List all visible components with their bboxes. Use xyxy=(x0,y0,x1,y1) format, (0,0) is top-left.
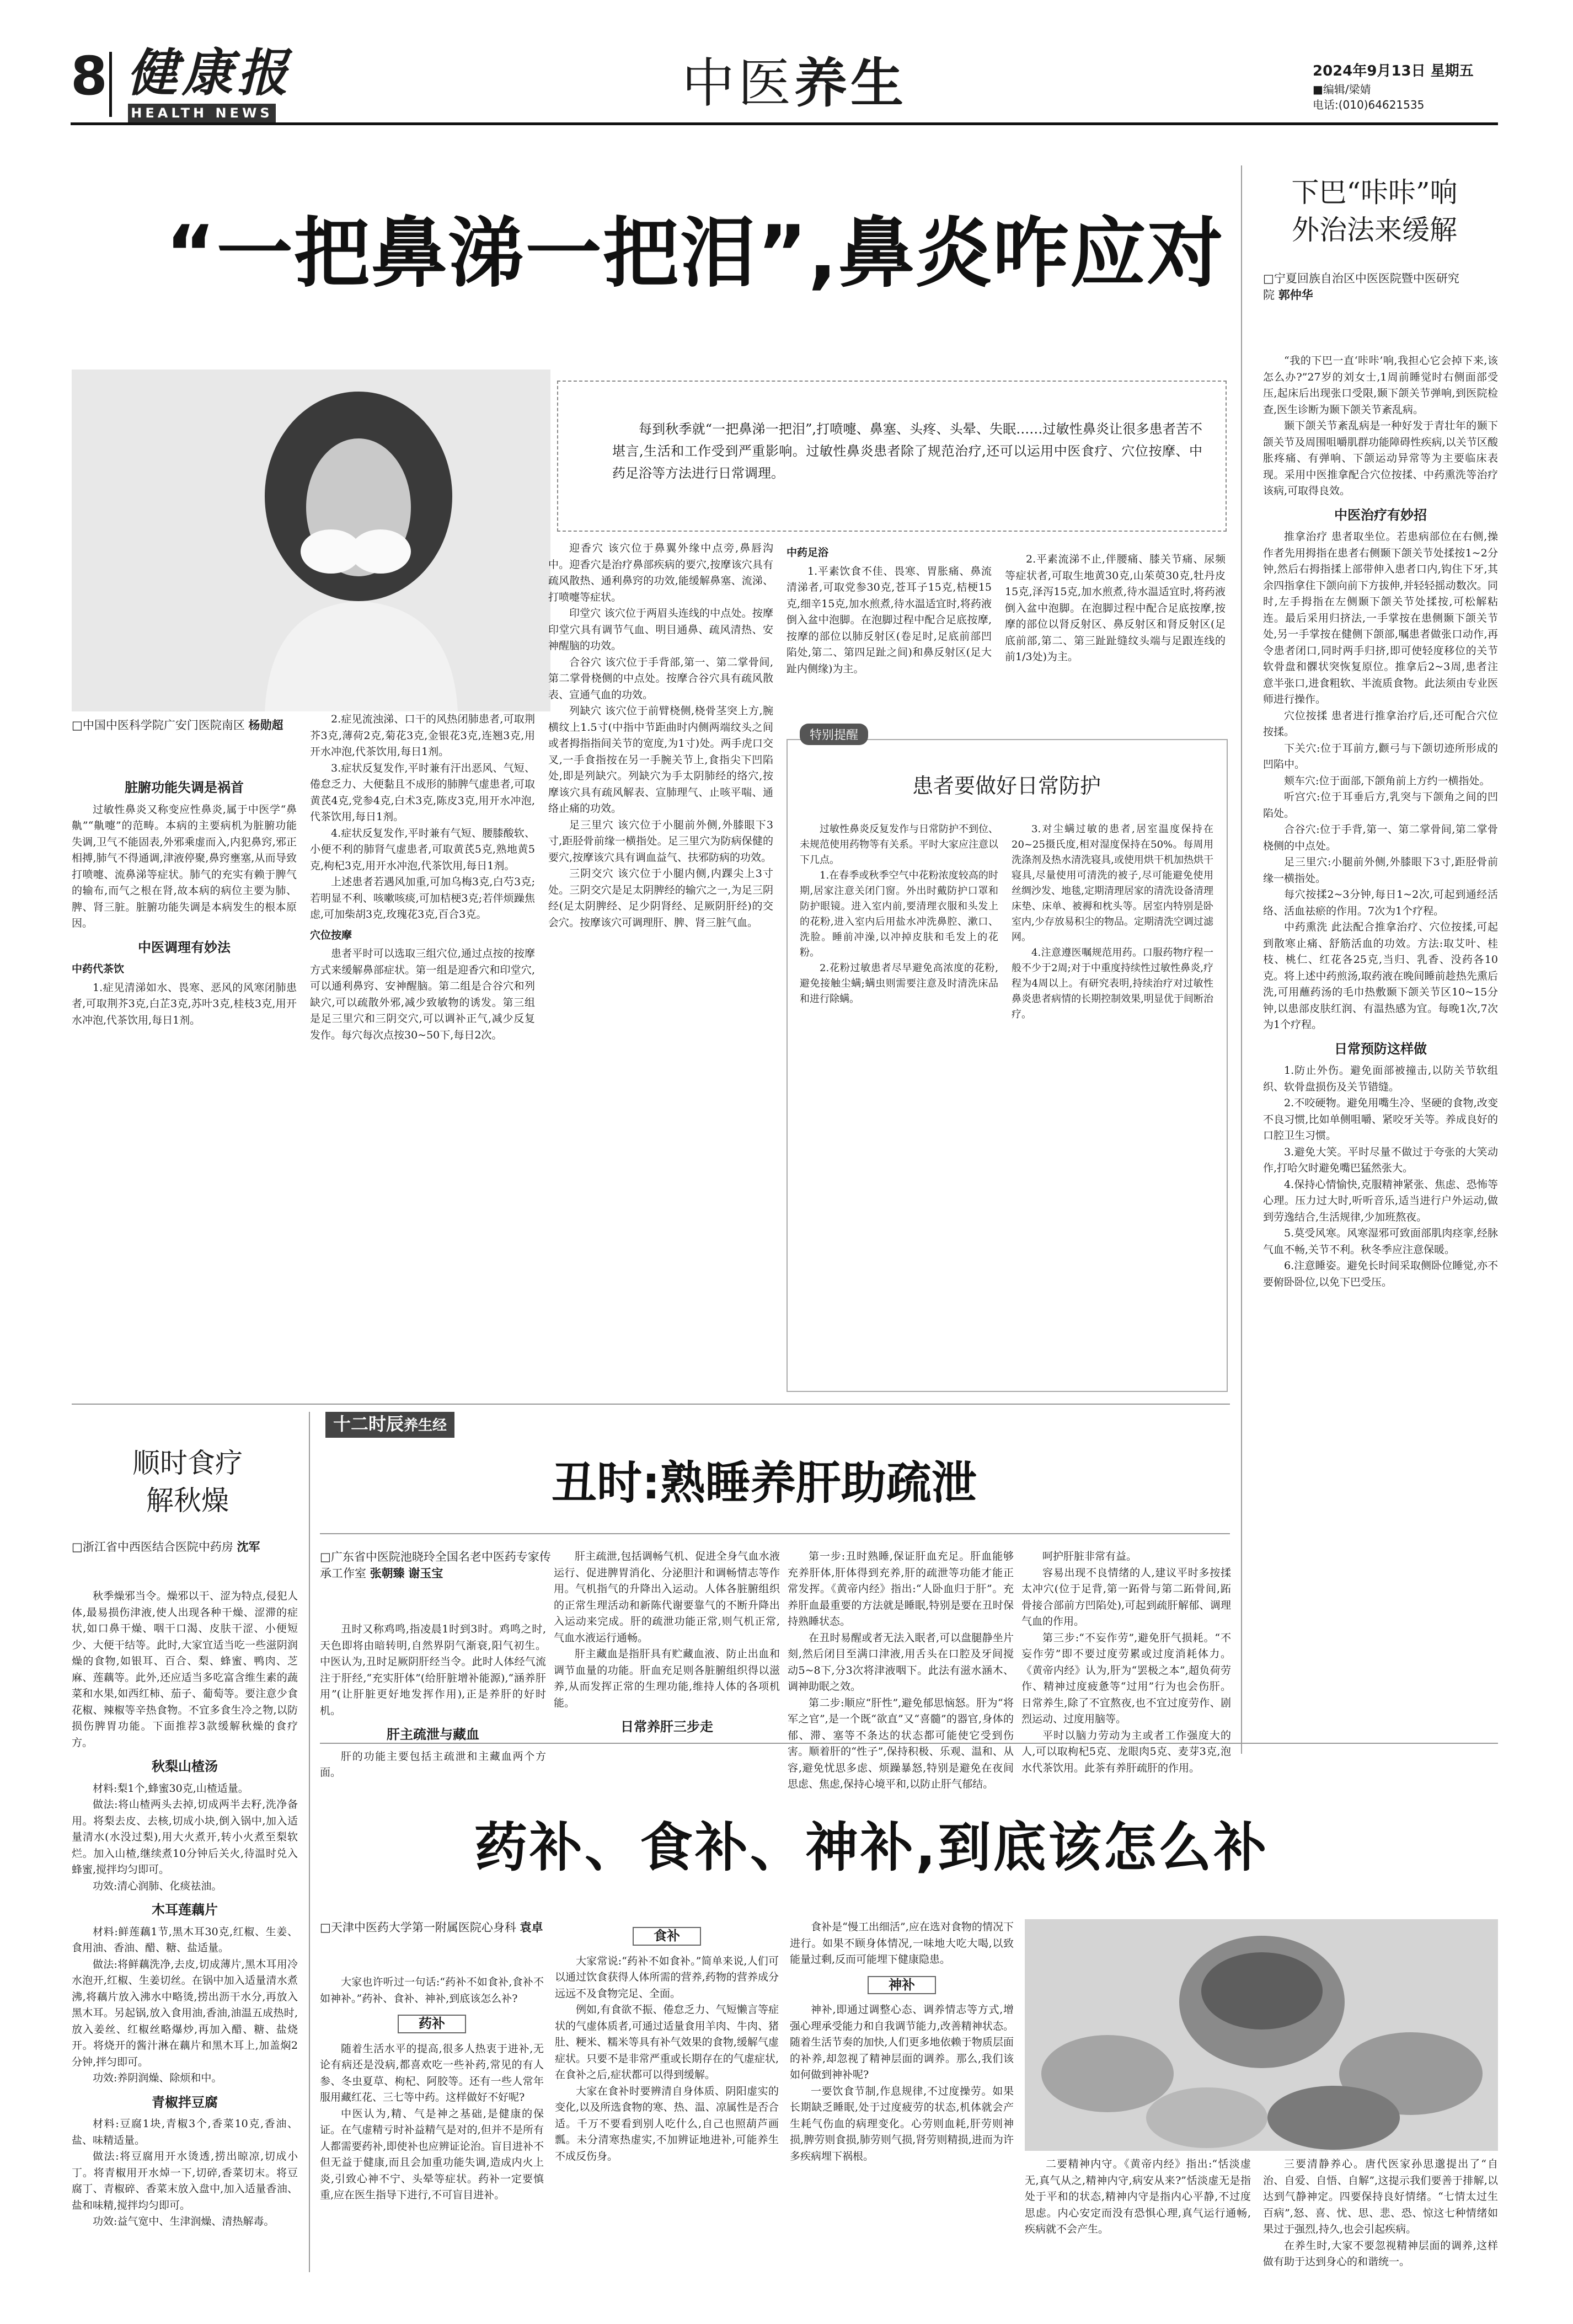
tonic-paragraph-10: 二要精神内守。《黄帝内经》指出:“恬淡虚无,真气从之,精神内守,病安从来?”恬淡虚无是指处于平和的状态,精神内守是指内心平静,不过度思虑。内心安定而没有恐惧心理,真气运行通畅,疾病就不会产生。 xyxy=(1025,2158,1251,2235)
autumn-title-1: 顺时食疗 xyxy=(132,1447,243,1479)
masthead-rule xyxy=(71,122,1498,125)
methods-heading: 中医调理有妙法 xyxy=(138,939,231,955)
masthead-date: 2024年9月13日 星期五 xyxy=(1313,63,1474,79)
tip-paragraph-4: 3.对尘螨过敏的患者,居室温度保持在20~25摄氏度,相对湿度保持在50%。每周用洗涤剂及热水清洗寝具,或使用烘干机加热烘干寝具,尽量使用可清洗的被子,尽可能避免使用丝绸沙发、地毯,定期清理居家的清洗设备清理床垫、床单、被褥和枕头等。居室内特别是卧室内,少存放易积尘的物品。定期清洗空调过滤网。 xyxy=(1012,823,1213,943)
jaw-paragraph-3: 推拿治疗 患者取坐位。若患病部位在右侧,操作者先用拇指在患者右侧颞下颌关节处揉按1~2分钟,然后右拇指揉上部带伸入患者口内,钩住下牙,其余四指拿住下颌向前下方拔伸,并轻轻摇动数次。同时,左手拇指在左侧颞下颌关节处揉按,可松解粘连。最后采用归挤法,一手掌按在患侧颞下颌关节处,另一手掌按在健侧下颌部,嘱患者做张口动作,再令患者闭口,同时两手归挤,即可使轻度移位的关节软骨盘和髁状突恢复原位。推拿后2~3周,患者注意半张口,进食粗软、半流质食物。此法须由专业医师进行操作。 xyxy=(1263,531,1498,705)
main-col-3 xyxy=(548,540,773,1395)
jaw-paragraph-16: 5.莫受风寒。风寒湿邪可致面部肌肉痉挛,经脉气血不畅,关节不利。秋冬季应注意保暖。 xyxy=(1263,1227,1498,1256)
sleep-byline-name-1: 张朝臻 xyxy=(370,1567,405,1580)
jaw-paragraph-13: 2.不咬硬物。避免用嘴生冷、坚硬的食物,改变不良习惯,比如单侧咀嚼、紧咬牙关等。养成良好的口腔卫生习惯。 xyxy=(1263,1097,1498,1142)
tea-paragraph-1: 1.症见清涕如水、畏寒、恶风的风寒闭肺患者,可取荆芥3克,白芷3克,苏叶3克,桂枝3克,用开水冲泡,代茶饮用,每日1剂。 xyxy=(72,981,297,1026)
jaw-paragraph-4: 穴位按揉 患者进行推拿治疗后,还可配合穴位按揉。 xyxy=(1263,709,1498,738)
recipe-1-heading: 秋梨山楂汤 xyxy=(152,1759,218,1774)
recipe-1-method: 做法:将山楂两头去掉,切成两半去籽,洗净备用。将梨去皮、去核,切成小块,倒入锅中,加入适量清水(水没过梨),用大火煮开,转小火煮至梨软烂。加入山楂,继续煮10分钟后关火,待温时兑入蜂蜜,搅拌均匀即可。 xyxy=(72,1798,298,1876)
jaw-byline-name: 郭仲华 xyxy=(1278,288,1313,302)
masthead xyxy=(0,0,1573,127)
sleep-col-4 xyxy=(1021,1549,1231,1824)
band-divider-2 xyxy=(320,1743,1498,1744)
jaw-paragraph-7: 听宫穴:位于耳垂后方,乳突与下颌角之间的凹陷处。 xyxy=(1263,791,1498,820)
sleep-paragraph-7: 第二步:顺应“肝性”,避免郁思恼怒。肝为“将军之官”,是一个既“欲直”又“喜髓”的器官,身体的郁、滞、塞等不条达的状态都可能使它受到伤害。顺着肝的“性子”,保持积极、乐观、温和、从容,避免忧思多虑、烦躁暴怒,特别是避免在夜间思虑、焦虑,保持心境平和,以防止肝气郁结。 xyxy=(788,1696,1014,1790)
tonic-paragraph-2: 随着生活水平的提高,很多人热衷于进补,无论有病还是没病,都喜欢吃一些补药,常见的有人参、冬虫夏草、枸杞、阿胶等。还有一些人常年服用藏红花、三七等中药。这样做好不好呢? xyxy=(320,2042,544,2103)
sleep-col-2 xyxy=(554,1549,780,1824)
section-title-bold: 养生 xyxy=(794,52,907,114)
tip-tag xyxy=(800,724,868,745)
tonic-col-5 xyxy=(1263,2156,1498,2283)
sleep-paragraph-10: 第三步:“不妄作劳”,避免肝气损耗。“不妄作劳”即不要过度劳累或过度消耗体力。《黄帝内经》认为,肝为“罢极之本”,超负荷劳作、精神过度疲惫等“过用”行为也会伤肝。日常养生,除了不宜熬夜,也不宜过度劳作、剧烈运动、过度用脑等。 xyxy=(1021,1631,1231,1725)
jaw-paragraph-17: 6.注意睡姿。避免长时间采取侧卧位睡觉,亦不要俯卧卧位,以免下巴受压。 xyxy=(1263,1260,1498,1288)
tea-heading: 中药代茶饮 xyxy=(72,963,125,975)
sleep-paragraph-6: 在丑时易醒或者无法入眠者,可以盘腿静坐片刻,然后闭目至满口津液,用舌头在口腔及牙间搅动5~8下,分3次将津液咽下。此法有滋水涵木、调神助眠之效。 xyxy=(788,1631,1014,1693)
sleep-paragraph-9: 容易出现不良情绪的人,建议平时多按揉太冲穴(位于足背,第一跖骨与第二跖骨间,跖骨接合部前方凹陷处),可起到疏肝解郁、调理气血的作用。 xyxy=(1021,1566,1231,1627)
sleep-title: 丑时:熟睡养肝助疏泄 xyxy=(552,1457,977,1509)
jaw-col xyxy=(1263,353,1498,1743)
recipe-3-heading: 青椒拌豆腐 xyxy=(152,2094,218,2110)
jaw-title-1: 下巴“咔咔”响 xyxy=(1291,176,1458,208)
tip-paragraph-2: 1.在春季或秋季空气中花粉浓度较高的时期,居家注意关闭门窗。外出时戴防护口罩和防护眼镜。进入室内前,要清理衣服和头发上的花粉,进入室内后用盐水冲洗鼻腔、漱口、洗脸。睡前冲澡,以冲掉皮肤和毛发上的花粉。 xyxy=(800,870,998,958)
footbath-paragraph-1: 1.平素饮食不佳、畏寒、胃胀痛、鼻流清涕者,可取党参30克,苍耳子15克,桔梗15克,细辛15克,加水煎煮,待水温适宜时,将药液倒入盆中泡脚。在泡脚过程中配合足底按摩,按摩的部位以肺反射区(卷足时,足底前部凹陷处,第二、第四足趾之间)和鼻反射区(足大趾内侧缘)为主。 xyxy=(786,565,992,675)
woman-sneezing-photo xyxy=(72,370,550,711)
paper-name: 健康报 xyxy=(127,43,293,103)
herbal-medicine-photo xyxy=(1025,1919,1498,2151)
tea-paragraph-3: 3.症状反复发作,平时兼有汗出恶风、气短、倦怠乏力、大便黏且不成形的肺脾气虚患者,可取黄芪4克,党参4克,白术3克,陈皮3克,用开水冲泡,代茶饮用,每日1剂。 xyxy=(310,762,535,823)
recipe-2-materials: 材料:鲜莲藕1节,黑木耳30克,红椒、生姜、食用油、香油、醋、糖、盐适量。 xyxy=(72,1925,298,1954)
masthead-divider xyxy=(109,52,112,117)
jaw-paragraph-14: 3.避免大笑。平时尽量不做过于夸张的大笑动作,打哈欠时避免嘴巴猛然张大。 xyxy=(1263,1145,1498,1174)
zusanli-paragraph: 足三里穴 该穴位于小腿前外侧,外膝眼下3寸,距胫骨前缘一横指处。足三里穴为防病保健的要穴,按摩该穴具有调血益气、扶邪防病的功效。 xyxy=(548,818,773,864)
paper-name-en: HEALTH NEWS xyxy=(128,104,276,122)
tonic-title: 药补、食补、神补,到底该怎么补 xyxy=(474,1817,1269,1878)
jaw-paragraph-8: 合谷穴:位于手背,第一、第二掌骨间,第二掌骨桡侧的中点处。 xyxy=(1263,823,1498,852)
sleep-byline-org: □广东省中医院池晓玲全国名老中医药专家传承工作室 xyxy=(320,1550,551,1580)
jaw-title-2: 外治法来缓解 xyxy=(1292,214,1457,246)
sanyinjiao-paragraph: 三阴交穴 该穴位于小腿内侧,内踝尖上3寸处。三阴交穴是足太阴脾经的输穴之一,为足三阴经(足太阴脾经、足少阴肾经、足厥阴肝经)的交会穴。按摩该穴可调理肝、脾、肾三脏气血。 xyxy=(548,868,773,929)
massage-paragraph: 患者平时可以选取三组穴位,通过点按的按摩方式来缓解鼻部症状。第一组是迎香穴和印堂穴,可以通利鼻窍、安神醒脑。第二组是合谷穴和列缺穴,可以疏散外邪,减少致敏物的诱发。第三组是足三里穴和三阴交穴,可以调补正气,减少反复发作。每穴每次点按30~50下,每日2次。 xyxy=(310,947,535,1041)
jaw-paragraph-9: 足三里穴:小腿前外侧,外膝眼下3寸,距胫骨前缘一横指处。 xyxy=(1263,856,1498,885)
band-divider-1 xyxy=(72,1404,1230,1405)
footbath-paragraph-2: 2.平素流涕不止,伴腰痛、膝关节痛、尿频等症状者,可取生地黄30克,山茱萸30克,牡丹皮15克,泽泻15克,加水煎煮,待水温适宜时,将药液倒入盆中泡脚。在泡脚过程中配合足底按摩,按摩的部位以肾反射区、鼻反射区和肾反射区(足底前部,第二、第三趾趾缝纹头端与足跟连线的前1/3处)为主。 xyxy=(1005,553,1226,663)
jaw-paragraph-12: 1.防止外伤。避免面部被撞击,以防关节软组织、软骨盘损伤及关节错缝。 xyxy=(1263,1064,1498,1093)
recipe-2-effect: 功效:养阴润燥、除烦和中。 xyxy=(93,2072,222,2084)
tonic-paragraph-7: 食补是“慢工出细活”,应在选对食物的情况下进行。如果不顾身体情况,一味地大吃大喝,以致能量过剩,反而可能埋下健康隐患。 xyxy=(790,1921,1014,1966)
jaw-paragraph-11: 中药熏洗 此法配合推拿治疗、穴位按揉,可起到散寒止痛、舒筋活血的功效。方法:取艾叶、桂枝、桃仁、红花各25克,当归、乳香、没药各10克。将上述中药煎汤,取药液在晚间睡前趁热先熏后洗,可用蘸药汤的毛巾热敷颞下颌关节区10~15分钟,以患部皮肤红润、有温热感为宜。每晚1次,7次为1个疗程。 xyxy=(1263,921,1498,1031)
sleep-paragraph-3: 肝主疏泄,包括调畅气机、促进全身气血水液运行、促进脾胃消化、分泌胆汁和调畅情志等作用。气机指气的升降出入运动。人体各脏腑组织的正常生理活动和新陈代谢要靠气的不断升降出入运动来完成。肝的疏泄功能正常,则气机正常,气血水液运行通畅。 xyxy=(554,1550,780,1644)
jaw-paragraph-6: 颊车穴:位于面部,下颌角前上方约一横指处。 xyxy=(1284,774,1490,787)
sleep-byline xyxy=(320,1549,552,1582)
autumn-column-divider xyxy=(309,1412,310,2272)
tip-paragraph-3: 2.花粉过敏患者尽早避免高浓度的花粉,避免接触尘螨;螨虫则需要注意及时清洗床品和进行除螨。 xyxy=(800,962,998,1005)
tonic-col-4 xyxy=(1025,2156,1251,2283)
tonic-drug-heading: 药补 xyxy=(398,2015,466,2033)
tonic-byline xyxy=(320,1919,552,1936)
jaw-column-divider xyxy=(1241,165,1242,1754)
tea-paragraph-2: 2.症见流浊涕、口干的风热闭肺患者,可取荆芥3克,薄荷2克,菊花3克,金银花3克,连翘3克,用开水冲泡,代茶饮用,每日1剂。 xyxy=(310,713,535,758)
cause-heading: 脏腑功能失调是祸首 xyxy=(125,780,244,795)
main-byline-name: 杨勋超 xyxy=(248,719,283,732)
jaw-paragraph-2: 颞下颌关节紊乱病是一种好发于青壮年的颞下颌关节及周围咀嚼肌群功能障碍性疾病,以关节区酸胀疼痛、有弹响、下颌运动异常等为主要临床表现。采用中医推拿配合穴位按揉、中药熏洗等治疗该病,可取得良效。 xyxy=(1263,420,1498,497)
tonic-paragraph-9: 一要饮食节制,作息规律,不过度操劳。如果长期缺乏睡眠,处于过度疲劳的状态,机体就会产生耗气伤血的病理变化。心劳则血耗,肝劳则神损,脾劳则食损,肺劳则气损,肾劳则精损,进而为许多疾病埋下祸根。 xyxy=(790,2085,1014,2162)
jaw-paragraph-1: “我的下巴一直‘咔咔’响,我担心它会掉下来,该怎么办?”27岁的刘女士,1周前睡觉时右侧面部受压,起床后出现张口受限,颞下颌关节弹响,到医院检查,医生诊断为颞下颌关节紊乱病。 xyxy=(1263,355,1498,416)
sleep-paragraph-11: 平时以脑力劳动为主或者工作强度大的人,可以取枸杞5克、龙眼肉5克、麦芽3克,泡水代茶饮用。此茶有养肝疏肝的作用。 xyxy=(1021,1729,1231,1774)
jaw-paragraph-5: 下关穴:位于耳前方,颧弓与下颌切迹所形成的凹陷中。 xyxy=(1263,742,1498,770)
recipe-1-materials: 材料:梨1个,蜂蜜30克,山楂适量。 xyxy=(93,1782,249,1795)
tonic-paragraph-4: 大家常说:“药补不如食补。”简单来说,人们可以通过饮食获得人体所需的营养,药物的营养成分远远不及食物完足、全面。 xyxy=(555,1954,779,2000)
sleep-paragraph-4: 肝主藏血是指肝具有贮藏血液、防止出血和调节血量的功能。肝血充足则各脏腑组织得以滋养,从而发挥正常的生理功能,维持人体的各项机能。 xyxy=(554,1648,780,1709)
tip-col-1 xyxy=(800,822,998,1379)
jaw-byline xyxy=(1263,270,1462,303)
sleep-tag-main: 十二时辰 xyxy=(333,1413,404,1434)
tip-title: 患者要做好日常防护 xyxy=(912,774,1101,798)
tip-paragraph-5: 4.注意遵医嘱规范用药。口服药物疗程一般不少于2周;对于中重度持续性过敏性鼻炎,疗程为4周以上。有研究表明,持续治疗对过敏性鼻炎患者病情的长期控制效果,明显优于间断治疗。 xyxy=(1012,947,1213,1020)
tip-paragraph-1: 过敏性鼻炎反复发作与日常防护不到位、未规范使用药物等有关系。平时大家应注意以下几点。 xyxy=(800,823,998,866)
tonic-paragraph-3: 中医认为,精、气是神之基础,是健康的保证。在气虚精亏时补益精气是对的,但并不是所有人都需要药补,即使补也应辨证论治。盲目进补不但无益于健康,而且会加重功能失调,造成内火上炎,引致心神不宁、头晕等症状。药补一定要慎重,应在医生指导下进行,不可盲目进补。 xyxy=(320,2107,544,2201)
footbath-heading: 中药足浴 xyxy=(786,547,829,559)
tonic-col-3 xyxy=(790,1919,1014,2283)
main-col-1 xyxy=(72,772,297,1395)
main-byline-org: □中国中医科学院广安门医院南区 xyxy=(72,719,245,732)
sleep-heading-1: 肝主疏泄与藏血 xyxy=(387,1727,479,1742)
tonic-paragraph-11: 三要清静养心。唐代医家孙思邈提出了“自治、自爱、自悟、自解”,这提示我们要善于排解,以达到气静神定。四要保持良好情绪。“七情太过生百病”,怒、喜、忧、思、悲、恐、惊这七种情绪如果过于强烈,持久,也会引起疾病。 xyxy=(1263,2158,1498,2235)
tea-paragraph-4: 4.症状反复发作,平时兼有气短、腰膝酸软、小便不利的肺肾气虚患者,可取黄芪5克,熟地黄5克,枸杞3克,用开水冲泡,代茶饮用,每日1剂。 xyxy=(310,827,535,872)
yintang-paragraph: 印堂穴 该穴位于两眉头连线的中点处。按摩印堂穴具有调节气血、明目通鼻、疏风清热、安神醒脑的功效。 xyxy=(548,607,773,652)
main-col-2 xyxy=(310,711,535,1395)
recipe-3-method: 做法:将豆腐用开水烫透,捞出晾凉,切成小丁。将青椒用开水焯一下,切碎,香菜切末。将豆腐丁、青椒碎、香菜末放入盘中,加入适量香油、盐和味精,搅拌均匀即可。 xyxy=(72,2150,298,2211)
jaw-byline-org: □宁夏回族自治区中医医院暨中医研究院 xyxy=(1263,272,1459,302)
main-lead: 每到秋季就“一把鼻涕一把泪”,打喷嚏、鼻塞、头疼、头晕、失眠……过敏性鼻炎让很多患者苦不堪言,生活和工作受到严重影响。过敏性鼻炎患者除了规范治疗,还可以运用中医食疗、穴位按摩、中药足浴等方法进行日常调理。 xyxy=(612,421,1202,481)
yingxiang-paragraph: 迎香穴 该穴位于鼻翼外缘中点旁,鼻唇沟中。迎香穴是治疗鼻部疾病的要穴,按摩该穴具有疏风散热、通利鼻窍的功效,能缓解鼻塞、流涕、打喷嚏等症状。 xyxy=(548,542,773,603)
page-number: 8 xyxy=(71,45,108,107)
sleep-paragraph-8: 呵护肝脏非常有益。 xyxy=(1042,1550,1137,1562)
jaw-prevent-heading: 日常预防这样做 xyxy=(1334,1041,1427,1057)
section-title xyxy=(651,53,938,114)
tonic-col-2 xyxy=(555,1919,779,2283)
massage-heading: 穴位按摩 xyxy=(310,929,352,941)
sleep-column-tag xyxy=(325,1412,454,1438)
tonic-paragraph-6: 大家在食补时要辨清自身体质、阴阳虚实的变化,以及所选食物的寒、热、温、凉属性是否合适。千万不要看到别人吃什么,自己也照葫芦画瓢。未分清寒热虚实,不加辨证地进补,可能养生不成反伤身。 xyxy=(555,2085,779,2162)
autumn-col xyxy=(72,1588,298,2289)
recipe-1-effect: 功效:清心润肺、化痰祛油。 xyxy=(93,1879,222,1892)
masthead-phone: 电话:(010)64621535 xyxy=(1313,98,1425,111)
recipe-2-method: 做法:将鲜藕洗净,去皮,切成薄片,黑木耳用冷水泡开,红椒、生姜切丝。在锅中加入适量清水煮沸,将藕片放入沸水中略烫,捞出沥干水分,再放入黑木耳。另起锅,放入食用油,香油,油温五成热时,放入姜丝、红椒丝略爆炒,再加入醋、糖、盐烧开。将烧开的酱汁淋在藕片和黑木耳上,加盖焖2分钟,拌匀即可。 xyxy=(72,1958,298,2068)
sleep-col-3 xyxy=(788,1549,1014,1824)
autumn-byline-org: □浙江省中西医结合医院中药房 xyxy=(72,1540,233,1554)
main-title: “一把鼻涕一把泪”,鼻炎咋应对 xyxy=(165,209,1224,298)
tea-paragraph-5: 上述患者若遇风加重,可加乌梅3克,白芍3克;若明显不利、咳嗽咳痰,可加桔梗3克;若伴烦躁焦虑,可加柴胡3克,玫瑰花3克,百合3克。 xyxy=(310,876,535,920)
autumn-byline xyxy=(72,1539,303,1555)
main-col-4 xyxy=(786,540,992,728)
tonic-spirit-heading: 神补 xyxy=(868,1976,936,1995)
tip-tag-label: 特别提醒 xyxy=(800,724,868,745)
recipe-3-effect: 功效:益气宽中、生津润燥、清热解毒。 xyxy=(93,2215,275,2227)
tonic-col-1 xyxy=(320,1974,544,2283)
hegu-paragraph: 合谷穴 该穴位于手背部,第一、第二掌骨间,第二掌骨桡侧的中点处。按摩合谷穴具有疏风散表、宣通气血的功效。 xyxy=(548,656,773,701)
sleep-tag-sub: 养生经 xyxy=(404,1417,447,1434)
tip-col-2 xyxy=(1012,822,1213,1379)
sleep-paragraph-1: 丑时又称鸡鸣,指凌晨1时到3时。鸡鸣之时,天色即将由暗转明,自然界阴气渐衰,阳气初生。中医认为,丑时足厥阴肝经当令。此时人体经气流注于肝经,“充实肝体”(给肝脏增补能源),“涵养肝用”(让肝脏更好地发挥作用),正是养肝的好时机。 xyxy=(320,1623,546,1717)
sleep-paragraph-2: 肝的功能主要包括主疏泄和主藏血两个方面。 xyxy=(320,1750,546,1779)
sleep-heading-2: 日常养肝三步走 xyxy=(620,1719,713,1734)
masthead-editor: ■编辑/梁婧 xyxy=(1313,83,1371,96)
sleep-byline-name-2: 谢玉宝 xyxy=(408,1567,443,1580)
recipe-3-materials: 材料:豆腐1块,青椒3个,香菜10克,香油、盐、味精适量。 xyxy=(72,2118,298,2146)
main-byline xyxy=(72,717,303,733)
section-title-light: 中医 xyxy=(682,52,794,114)
autumn-byline-name: 沈军 xyxy=(237,1540,260,1554)
autumn-title-2: 解秋燥 xyxy=(146,1485,229,1517)
jaw-paragraph-10: 每穴按揉2~3分钟,每日1~2次,可起到通经活络、活血祛瘀的作用。7次为1个疗程。 xyxy=(1263,888,1498,917)
jaw-method-heading: 中医治疗有妙招 xyxy=(1334,507,1427,523)
tonic-byline-org: □天津中医药大学第一附属医院心身科 xyxy=(320,1921,516,1934)
main-col-5 xyxy=(1005,551,1226,728)
tonic-food-heading: 食补 xyxy=(633,1927,701,1946)
jaw-paragraph-15: 4.保持心情愉快,克服精神紧张、焦虑、恐怖等心理。压力过大时,听听音乐,适当进行户外运动,做到劳逸结合,生活规律,少加班熬夜。 xyxy=(1263,1178,1498,1223)
recipe-2-heading: 木耳莲藕片 xyxy=(152,1902,218,1918)
tonic-paragraph-1: 大家也许听过一句话:“药补不如食补,食补不如神补。”药补、食补、神补,到底该怎么补? xyxy=(320,1976,544,2005)
sleep-paragraph-5: 第一步:丑时熟睡,保证肝血充足。肝血能够充养肝体,肝体得到充养,肝的疏泄等功能才能正常发挥。《黄帝内经》指出:“人卧血归于肝”。充养肝血最重要的方法就是睡眠,特别是要在丑时保持熟睡状态。 xyxy=(788,1550,1014,1627)
tonic-paragraph-5: 例如,有食欲不振、倦怠乏力、气短懒言等症状的气虚体质者,可通过适量食用羊肉、牛肉、猪肚、粳米、糯米等具有补气效果的食物,缓解气虚症状。只要不是非常严重或长期存在的气虚症状,在食补之后,症状都可以得到缓解。 xyxy=(555,2004,779,2081)
sleep-title-rule xyxy=(320,1533,1230,1534)
tonic-paragraph-8: 神补,即通过调整心态、调养情志等方式,增强心理承受能力和自我调节能力,改善精神状态。随着生活节奏的加快,人们更多地依赖于物质层面的补养,却忽视了精神层面的调养。那么,我们该如何做到神补呢? xyxy=(790,2004,1014,2081)
tonic-paragraph-12: 在养生时,大家不要忽视精神层面的调养,这样做有助于达到身心的和谐统一。 xyxy=(1263,2239,1498,2268)
tonic-byline-name: 袁卓 xyxy=(520,1921,543,1934)
autumn-paragraph-1: 秋季燥邪当令。燥邪以干、涩为特点,侵犯人体,最易损伤津液,使人出现各种干燥、涩滞的症状,如口鼻干燥、咽干口渴、皮肤干涩、小便短少、大便干结等。此时,大家宜适当吃一些滋阴润燥的食物,如银耳、百合、梨、蜂蜜、鸭肉、芝麻、莲藕等。此外,还应适当多吃富含维生素的蔬菜和水果,如西红柿、茄子、葡萄等。要注意少食花椒、辣椒等辛热食物。不宜多食生冷之物,以防损伤脾胃功能。下面推荐3款缓解秋燥的食疗方。 xyxy=(72,1590,298,1749)
cause-paragraph: 过敏性鼻炎又称变应性鼻炎,属于中医学“鼻鼽”“鼽嚏”的范畴。本病的主要病机为脏腑功能失调,卫气不能固表,外邪乘虚而入,内犯鼻窍,邪正相搏,肺气不得通调,津液停聚,鼻窍壅塞,从而导致打喷嚏、流鼻涕等症状。肺气的充实有赖于脾气的输布,而气之根在肾,故本病的病位主要为肺、脾、肾三脏。脏腑功能失调是本病发生的根本原因。 xyxy=(72,803,297,929)
lieque-paragraph: 列缺穴 该穴位于前臂桡侧,桡骨茎突上方,腕横纹上1.5寸(中指中节距曲时内侧两端纹头之间或者拇指指间关节的宽度,为1寸)处。两手虎口交叉,一手食指按在另一手腕关节上,食指尖下凹陷处,即是列缺穴。列缺穴为手太阴肺经的络穴,按摩该穴具有疏风解表、宣肺理气、止咳平喘、通络止痛的功效。 xyxy=(548,705,773,815)
